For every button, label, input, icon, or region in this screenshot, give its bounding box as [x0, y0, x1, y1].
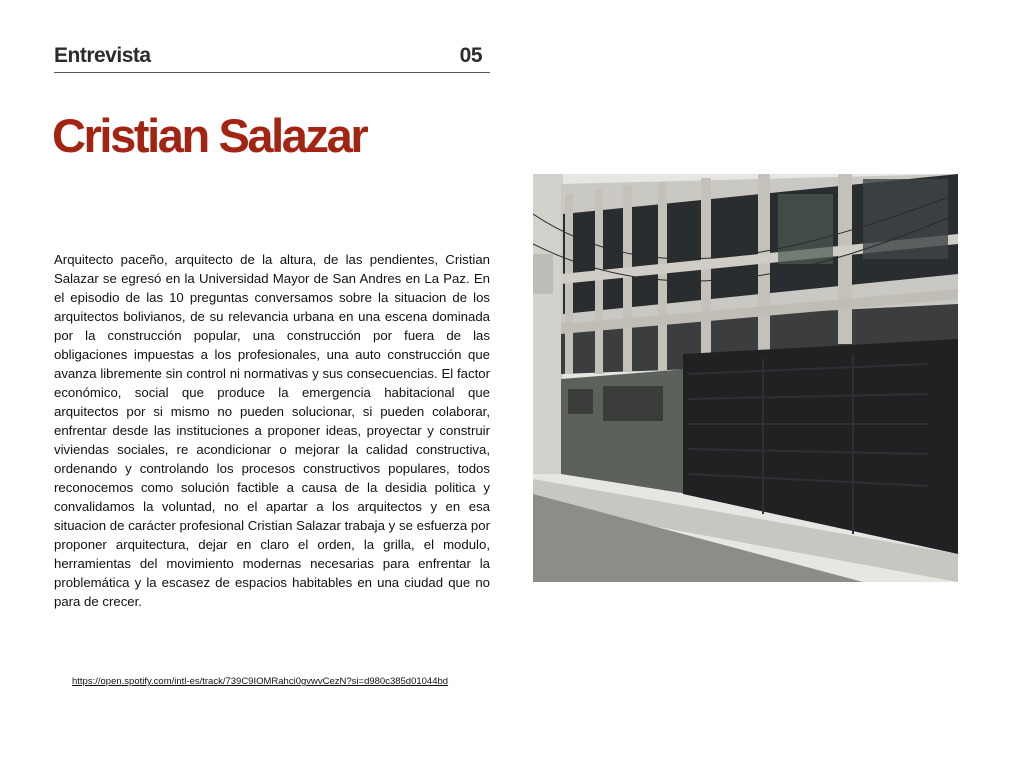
page-number: 05: [459, 44, 482, 67]
section-title: Entrevista: [54, 44, 151, 67]
page-title: Cristian Salazar: [52, 109, 367, 162]
spotify-link[interactable]: https://open.spotify.com/intl-es/track/739C9IOMRahci0gvwvCezN?si=d980c385d01044bd: [72, 676, 449, 687]
building-photo: [533, 174, 958, 582]
header-divider: [54, 72, 490, 73]
article-body: Arquitecto paceño, arquitecto de la altura, de las pendientes, Cristian Salazar se egresó en la Universidad Mayor de San Andres en La Paz. En el episodio de las 10 preguntas conversamos sobre la situacion de los arquitectos bolivianos, de su relevancia urbana en una escena dominada por la construcción popular, una construcción por fuera de las obligaciones impuestas a los profesionales, una auto construcción que avanza libremente sin control ni normativas y sus consecuencias. El factor económico, social que produce la emergencia habitacional que arquitectos por si mismo no pueden solucionar, si pueden colaborar, enfrentar desde las instituciones a proponer ideas, proyectar y construir viviendas sociales, re acondicionar o mejorar la calidad constructiva, ordenando y controlando los procesos constructivos populares, todos reconocemos como solución factible a causa de la desidia politica y convalidamos la voluntad, no el apartar a los arquitectos y en esa situacion de carácter profesional Cristian Salazar trabaja y se esfuerza por proponer arquitectura, dejar en claro el orden, la grilla, el modulo, herramientas del movimiento modernas necesarias para enfrentar la problemática y la escasez de espacios habitables en una ciudad que no para de crecer.: [54, 252, 490, 609]
